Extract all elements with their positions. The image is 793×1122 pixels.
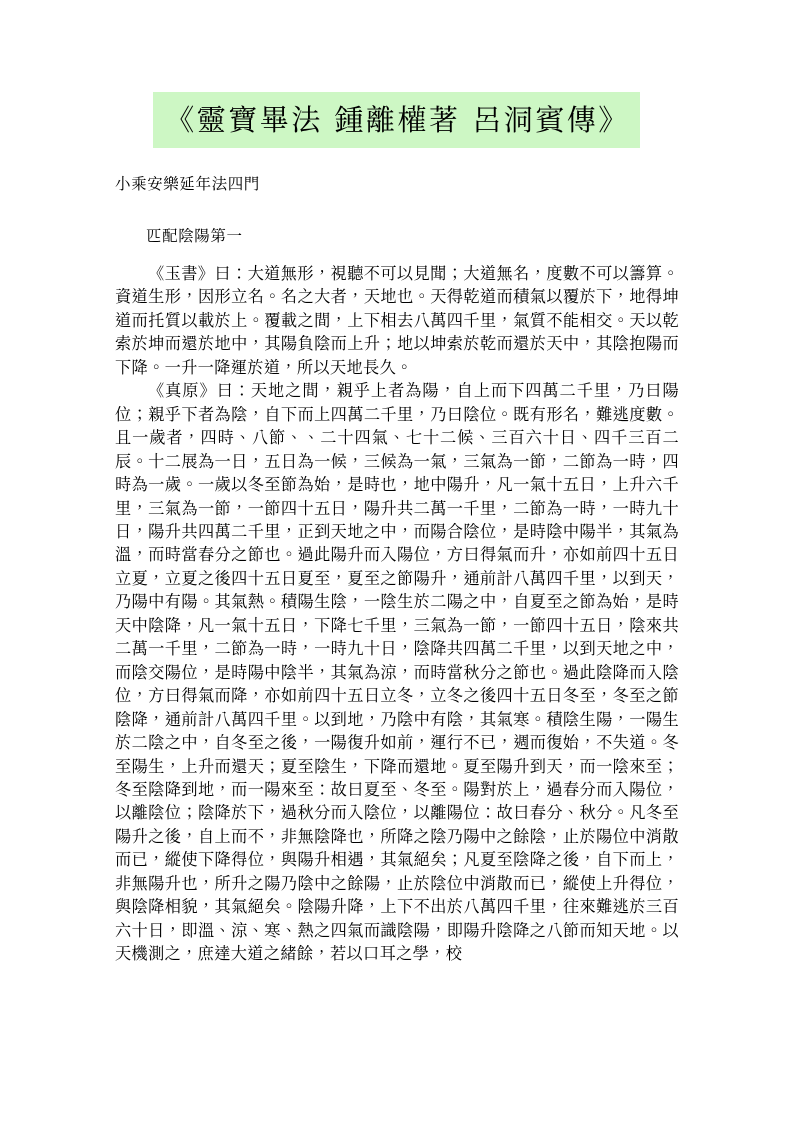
subsection-heading: 匹配陰陽第一 [146, 227, 243, 245]
title-block [0, 92, 793, 148]
body-text [115, 262, 679, 966]
page-title: 《靈寶畢法 鍾離權著 呂洞賓傳》 [153, 92, 639, 148]
paragraph: 《真原》曰：天地之間，親乎上者為陽，自上而下四萬二千里，乃曰陽位；親乎下者為陰，自下而上四萬二千里，乃曰陰位。既有形名，難逃度數。且一歲者，四時、八節、、二十四氣、七十二候、三百六十日、四千三百二辰。十二展為一日，五日為一候，三候為一氣，三氣為一節，二節為一時，四時為一歲。一歲以冬至節為始，是時也，地中陽升，凡一氣十五日，上升六千里，三氣為一節，一節四十五日，陽升共二萬一千里，二節為一時，一時九十日，陽升共四萬二千里，正到天地之中，而陽合陰位，是時陰中陽半，其氣為溫，而時當春分之節也。過此陽升而入陽位，方曰得氣而升，亦如前四十五日立夏，立夏之後四十五日夏至，夏至之節陽升，通前計八萬四千里，以到天，乃陽中有陽。其氣熱。積陽生陰，一陰生於二陽之中，自夏至之節為始，是時天中陰降，凡一氣十五日，下降七千里，三氣為一節，一節四十五日，陰來共二萬一千里，二節為一時，一時九十日，陰降共四萬二千里，以到天地之中，而陰交陽位，是時陽中陰半，其氣為涼，而時當秋分之節也。過此陰降而入陰位，方曰得氣而降，亦如前四十五日立冬，立冬之後四十五日冬至，冬至之節陰降，通前計八萬四千里。以到地，乃陰中有陰，其氣寒。積陰生陽，一陽生於二陰之中，自冬至之後，一陽復升如前，運行不已，週而復始，不失道。冬至陽生，上升而還天；夏至陰生，下降而還地。夏至陽升到天，而一陰來至；冬至陰降到地，而一陽來至：故曰夏至、冬至。陽對於上，過春分而入陽位，以離陰位；陰降於下，過秋分而入陰位，以離陽位：故曰春分、秋分。凡冬至陽升之後，自上而不，非無陰降也，所降之陰乃陽中之餘陰，止於陽位中消散而已，縱使下降得位，與陽升相遇，其氣絕矣；凡夏至陰降之後，自下而上，非無陽升也，所升之陽乃陰中之餘陽，止於陰位中消散而已，縱使上升得位，與陰降相貌，其氣絕矣。陰陽升降，上下不出於八萬四千里，往來難逃於三百六十日，即溫、涼、寒、熱之四氣而識陰陽，即陽升陰降之八節而知天地。以天機測之，庶達大道之緒餘，若以口耳之學，校 [115, 381, 679, 964]
section-heading: 小乘安樂延年法四門 [115, 175, 260, 193]
paragraph: 《玉書》曰：大道無形，視聽不可以見聞；大道無名，度數不可以籌算。資道生形，因形立名。名之大者，天地也。天得乾道而積氣以覆於下，地得坤道而托質以載於上。覆載之間，上下相去八萬四千里，氣質不能相交。天以乾索於坤而還於地中，其陽負陰而上升；地以坤索於乾而還於天中，其陰抱陽而下降。一升一降運於道，所以天地長久。 [115, 264, 679, 377]
